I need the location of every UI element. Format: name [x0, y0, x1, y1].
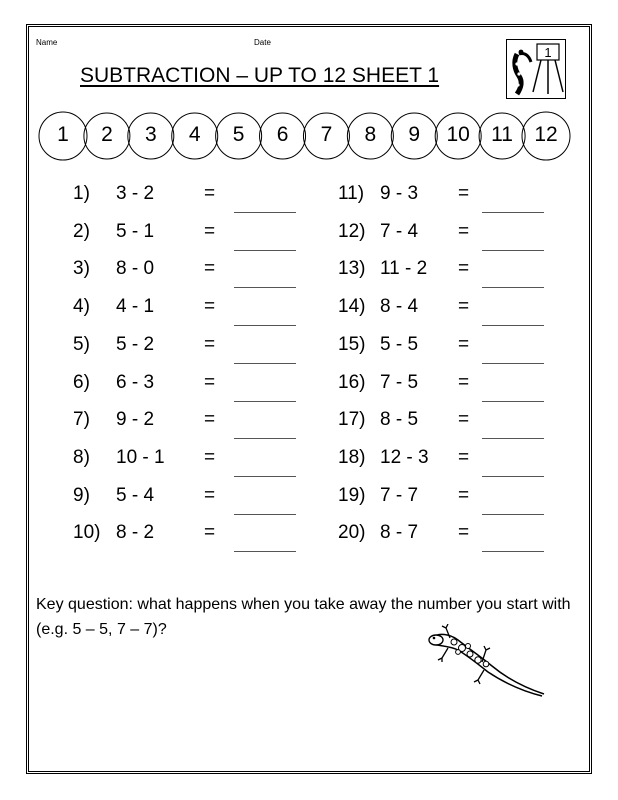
number-line-label: 8: [364, 123, 377, 146]
equals-sign: =: [204, 484, 216, 506]
answer-blank[interactable]: [482, 250, 544, 251]
logo-number: 1: [544, 45, 552, 60]
problem-expression: 9 - 2: [116, 409, 155, 431]
problem-expression: 5 - 1: [116, 220, 155, 242]
problem-number: 1): [73, 183, 90, 204]
problem-expression: 8 - 2: [116, 522, 155, 544]
number-line-label: 10: [446, 123, 470, 146]
problem-expression: 7 - 7: [380, 484, 419, 506]
equals-sign: =: [204, 183, 216, 204]
problem-expression: 7 - 5: [380, 371, 419, 393]
problem-number: 9): [73, 484, 90, 506]
number-line-label: 2: [101, 123, 113, 146]
number-line-label: 3: [144, 123, 157, 146]
number-line-label: 9: [408, 123, 421, 146]
equals-sign: =: [204, 258, 216, 280]
equals-sign: =: [458, 296, 470, 318]
name-label: Name: [36, 38, 58, 47]
equals-sign: =: [204, 446, 216, 468]
problem-expression: 3 - 2: [116, 183, 155, 204]
answer-blank[interactable]: [234, 212, 296, 213]
answer-blank[interactable]: [234, 476, 296, 477]
problem-number: 7): [73, 409, 90, 431]
answer-blank[interactable]: [482, 363, 544, 364]
problem-expression: 5 - 5: [380, 333, 419, 355]
salamander-icon: [424, 624, 548, 702]
problem-expression: 12 - 3: [380, 446, 429, 468]
problem-number: 15): [338, 333, 366, 355]
answer-blank[interactable]: [482, 438, 544, 439]
equals-sign: =: [458, 371, 470, 393]
problem-number: 6): [73, 371, 90, 393]
number-line-label: 1: [57, 123, 69, 146]
problem-expression: 7 - 4: [380, 220, 419, 242]
equals-sign: =: [458, 183, 470, 204]
problem-expression: 11 - 2: [380, 258, 428, 280]
equals-sign: =: [204, 220, 216, 242]
equals-sign: =: [204, 409, 216, 431]
answer-blank[interactable]: [234, 401, 296, 402]
number-line-label: 7: [320, 123, 333, 146]
answer-blank[interactable]: [482, 514, 544, 515]
problem-number: 12): [338, 220, 366, 242]
equals-sign: =: [458, 409, 470, 431]
number-line-label: 6: [276, 123, 289, 146]
answer-blank[interactable]: [234, 438, 296, 439]
problem-number: 10): [73, 522, 101, 544]
date-label: Date: [254, 38, 271, 47]
equals-sign: =: [458, 446, 470, 468]
problem-number: 20): [338, 522, 366, 544]
key-question: Key question: what happens when you take away the number you start with (e.g. 5 – 5, 7 – 7)?: [36, 596, 571, 638]
problem-number: 11): [338, 183, 365, 204]
problem-expression: 9 - 3: [380, 183, 419, 204]
answer-blank[interactable]: [234, 551, 296, 552]
problem-expression: 5 - 2: [116, 333, 155, 355]
answer-blank[interactable]: [234, 325, 296, 326]
equals-sign: =: [458, 220, 470, 242]
problem-number: 16): [338, 371, 366, 393]
answer-blank[interactable]: [482, 551, 544, 552]
problem-expression: 6 - 3: [116, 371, 155, 393]
problem-expression: 8 - 4: [380, 296, 419, 318]
equals-sign: =: [458, 484, 470, 506]
equals-sign: =: [204, 371, 216, 393]
answer-blank[interactable]: [234, 363, 296, 364]
answer-blank[interactable]: [234, 250, 296, 251]
answer-blank[interactable]: [482, 476, 544, 477]
problem-number: 3): [73, 258, 90, 280]
problem-expression: 5 - 4: [116, 484, 155, 506]
equals-sign: =: [204, 522, 216, 544]
equals-sign: =: [458, 258, 470, 280]
problem-expression: 10 - 1: [116, 446, 165, 468]
problem-expression: 8 - 0: [116, 258, 155, 280]
problem-number: 13): [338, 258, 366, 280]
problem-number: 4): [73, 296, 90, 318]
problem-number: 19): [338, 484, 366, 506]
equals-sign: =: [204, 296, 216, 318]
number-line-label: 4: [188, 123, 201, 146]
answer-blank[interactable]: [482, 325, 544, 326]
number-line-label: 12: [534, 123, 558, 146]
equals-sign: =: [458, 522, 470, 544]
number-line-label: 11: [491, 123, 513, 146]
answer-blank[interactable]: [234, 287, 296, 288]
equals-sign: =: [204, 333, 216, 355]
problem-expression: 4 - 1: [116, 296, 155, 318]
number-line-label: 5: [232, 123, 245, 146]
problem-number: 14): [338, 296, 366, 318]
problem-number: 2): [73, 220, 90, 242]
equals-sign: =: [458, 333, 470, 355]
problem-number: 8): [73, 446, 90, 468]
worksheet-title: SUBTRACTION – UP TO 12 SHEET 1: [80, 64, 440, 87]
problem-number: 18): [338, 446, 366, 468]
answer-blank[interactable]: [482, 212, 544, 213]
answer-blank[interactable]: [234, 514, 296, 515]
answer-blank[interactable]: [482, 401, 544, 402]
problem-expression: 8 - 7: [380, 522, 419, 544]
answer-blank[interactable]: [482, 287, 544, 288]
problem-number: 5): [73, 333, 90, 355]
problem-number: 17): [338, 409, 366, 431]
problem-expression: 8 - 5: [380, 409, 419, 431]
